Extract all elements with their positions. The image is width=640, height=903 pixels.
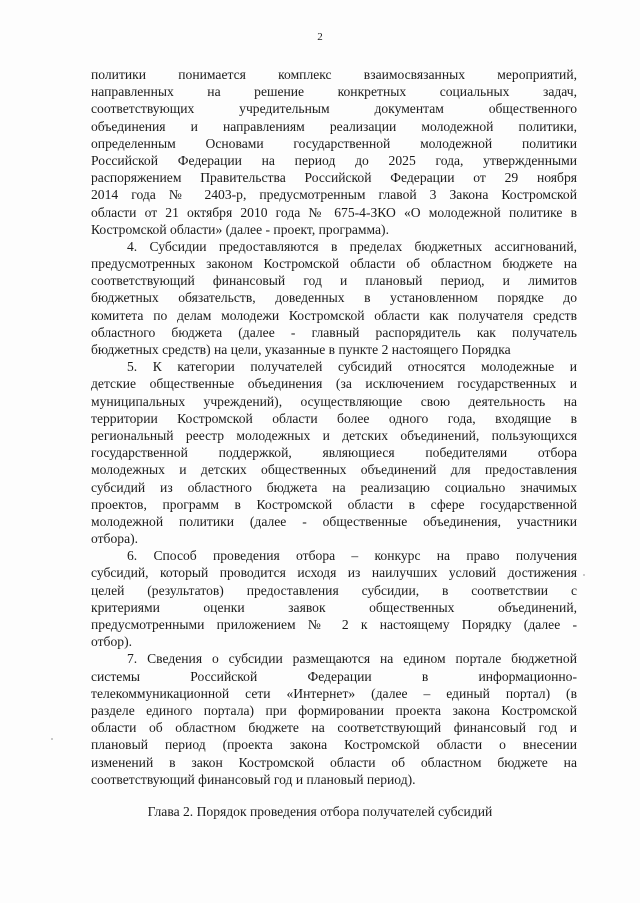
- text-line: муниципальных учреждений), осуществляющие свою деятельность на: [91, 393, 577, 409]
- paragraph-item-7: [91, 650, 577, 788]
- text-line: соответствующий финансовый год и плановый период, и лимитов: [91, 273, 577, 289]
- text-line: комитета по делам молодежи Костромской области как получателя средств: [91, 307, 577, 323]
- text-line: соответствующих учредительным документам общественного: [91, 101, 577, 117]
- text-line: изменений в закон Костромской области об областном бюджете на: [91, 754, 577, 770]
- text-line: молодежных и детских общественных объединений для предоставления: [91, 462, 577, 478]
- text-line: детские общественные объединения (за исключением государственных и: [91, 376, 577, 392]
- text-line: распоряжением Правительства Российской Федерации от 29 ноября: [91, 170, 577, 186]
- text-line: предусмотренными приложением № 2 к настоящему Порядку (далее -: [91, 617, 577, 632]
- text-line: соответствующий финансовый год и плановый период).: [91, 771, 416, 787]
- text-line: государственной поддержкой, являющиеся победителями отбора: [91, 445, 577, 461]
- text-line: отбора).: [91, 531, 139, 547]
- text-line: объединения и направлениям реализации молодежной политики,: [91, 118, 577, 134]
- text-line: 7. Сведения о субсидии размещаются на едином портале бюджетной: [127, 651, 577, 667]
- text-line: политики понимается комплекс взаимосвязанных мероприятий,: [91, 67, 577, 82]
- text-line: Костромской области» (далее - проект, программа).: [91, 221, 389, 237]
- text-line: региональный реестр молодежных и детских объединений, пользующихся: [91, 427, 577, 443]
- text-line: субсидий, который проводится исходя из наилучших условий достижения: [91, 565, 577, 581]
- text-line: телекоммуникационной сети «Интернет» (далее – единый портал) (в: [91, 685, 577, 701]
- text-line: области от 21 октября 2010 года № 675-4-ЗКО «О молодежной политике в: [91, 204, 577, 220]
- text-line: 5. К категории получателей субсидий относятся молодежные и: [127, 359, 577, 375]
- page-number: 2: [317, 31, 323, 43]
- paragraph-definition: [91, 66, 577, 238]
- text-line: разделе единого портала) при формировании проекта закона Костромской: [91, 702, 577, 718]
- text-line: 4. Субсидии предоставляются в пределах бюджетных ассигнований,: [127, 238, 577, 254]
- scan-speck: [51, 738, 53, 740]
- text-line: областного бюджета (далее - главный распорядитель как получатель: [91, 324, 577, 340]
- text-line: целей (результатов) предоставления субсидии, в соответствии с: [91, 582, 577, 598]
- text-line: предусмотренных законом Костромской области об областном бюджете на: [91, 256, 577, 272]
- text-line: системы Российской Федерации в информационно-: [91, 668, 577, 684]
- text-line: территории Костромской области более одного года, входящие в: [91, 410, 577, 426]
- text-line: области об областном бюджете на соответствующий финансовый год и: [91, 720, 577, 736]
- text-line: критериями оценки заявок общественных объединений,: [91, 599, 577, 615]
- text-line: бюджетных средств) на цели, указанные в пункте 2 настоящего Порядка: [91, 342, 511, 357]
- text-line: направленных на решение конкретных социальных задач,: [91, 84, 577, 100]
- text-line: проектов, программ в Костромской области в сфере государственной: [91, 496, 577, 512]
- chapter-heading: Глава 2. Порядок проведения отбора получателей субсидий: [147, 804, 493, 819]
- paragraph-item-4: [91, 238, 577, 358]
- text-line: субсидий из областного бюджета на реализацию социально значимых: [91, 479, 577, 495]
- text-line: Российской Федерации на период до 2025 года, утвержденными: [91, 152, 577, 168]
- text-line: бюджетных обязательств, доведенных в установленном порядке до: [91, 290, 577, 306]
- text-line: молодежной политики (далее - общественные объединения, участники: [91, 513, 577, 529]
- document-body: [91, 66, 577, 788]
- text-line: 6. Способ проведения отбора – конкурс на право получения: [127, 548, 577, 564]
- text-line: плановый период (проекта закона Костромской области о внесении: [91, 737, 577, 753]
- paragraph-item-5: [91, 358, 577, 547]
- scan-speck: [583, 574, 585, 576]
- text-line: отбор).: [91, 634, 132, 650]
- paragraph-item-6: [91, 547, 577, 650]
- text-line: определенным Основами государственной молодежной политики: [91, 135, 577, 151]
- text-line: 2014 года № 2403-р, предусмотренным главой 3 Закона Костромской: [91, 187, 577, 203]
